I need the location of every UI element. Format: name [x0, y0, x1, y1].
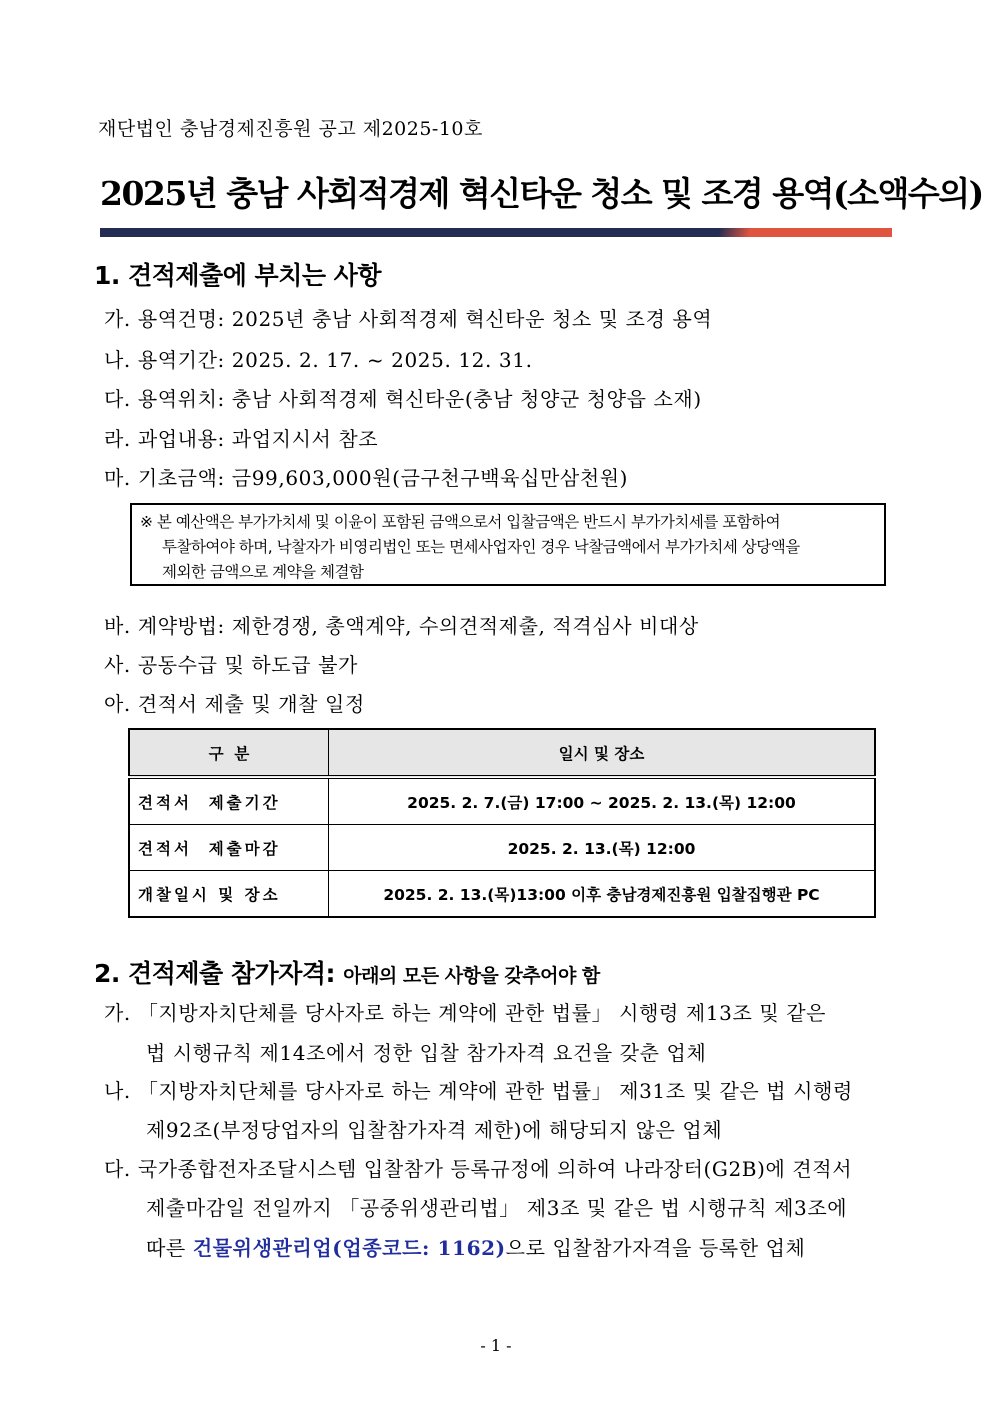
table-header: 구 분	[129, 729, 329, 777]
section-2-subtitle: 아래의 모든 사항을 갖추어야 함	[343, 965, 600, 987]
qualification-item: 다. 국가종합전자조달시스템 입찰참가 등록규정에 의하여 나라장터(G2B)에 견적서	[104, 1157, 853, 1181]
item-contract-method: 바. 계약방법: 제한경쟁, 총액계약, 수의견적제출, 적격심사 비대상	[104, 614, 699, 638]
item-base-amount: 마. 기초금액: 금99,603,000원(금구천구백육십만삼천원)	[104, 466, 629, 490]
table-cell-value: 2025. 2. 13.(목) 12:00	[329, 825, 876, 871]
table-row	[129, 871, 875, 918]
section-2-title: 2. 견적제출 참가자격:	[94, 959, 335, 988]
page-number: - 1 -	[480, 1336, 512, 1355]
item-service-location: 다. 용역위치: 충남 사회적경제 혁신타운(충남 청양군 청양읍 소재)	[104, 387, 702, 411]
note-line: 투찰하여야 하며, 낙찰자가 비영리법인 또는 면세사업자인 경우 낙찰금액에서 부가가치세 상당액을	[162, 538, 800, 556]
item-schedule: 아. 견적서 제출 및 개찰 일정	[104, 692, 365, 716]
item-task-content: 라. 과업내용: 과업지시서 참조	[104, 427, 379, 451]
table-header: 일시 및 장소	[329, 729, 876, 777]
qualification-item: 나. 「지방자치단체를 당사자로 하는 계약에 관한 법률」 제31조 및 같은 법 시행령	[104, 1079, 853, 1103]
document-title: 2025년 충남 사회적경제 혁신타운 청소 및 조경 용역(소액수의)	[100, 174, 983, 213]
title-underline-bar	[100, 228, 892, 237]
item-service-period: 나. 용역기간: 2025. 2. 17. ~ 2025. 12. 31.	[104, 348, 533, 372]
section-2-heading	[94, 954, 600, 990]
business-code-highlight: 건물위생관리업(업종코드: 1162)	[192, 1236, 506, 1260]
note-line: 제외한 금액으로 계약을 체결함	[162, 563, 364, 581]
table-cell-label: 개찰일시 및 장소	[129, 871, 329, 918]
table-cell-label: 견적서 제출마감	[129, 825, 329, 871]
table-row	[129, 825, 875, 871]
qualification-item-cont: 제92조(부정당업자의 입찰참가자격 제한)에 해당되지 않은 업체	[146, 1118, 723, 1142]
schedule-table	[128, 728, 876, 918]
vat-note-box	[130, 503, 886, 586]
last-line-post: 으로 입찰참가자격을 등록한 업체	[505, 1236, 806, 1260]
table-header-row	[129, 729, 875, 777]
item-joint-contract: 사. 공동수급 및 하도급 불가	[104, 653, 358, 677]
table-cell-value: 2025. 2. 13.(목)13:00 이후 충남경제진흥원 입찰집행관 PC	[329, 871, 876, 918]
qualification-item-cont: 법 시행규칙 제14조에서 정한 입찰 참가자격 요건을 갖춘 업체	[146, 1041, 707, 1065]
notice-number: 재단법인 충남경제진흥원 공고 제2025-10호	[98, 118, 483, 140]
table-row	[129, 777, 875, 825]
last-line-pre: 따른	[146, 1236, 193, 1260]
qualification-item-cont	[146, 1232, 805, 1261]
table-cell-value: 2025. 2. 7.(금) 17:00 ~ 2025. 2. 13.(목) 12:00	[329, 777, 876, 825]
table-cell-label: 견적서 제출기간	[129, 777, 329, 825]
note-line: ※ 본 예산액은 부가가치세 및 이윤이 포함된 금액으로서 입찰금액은 반드시 부가가치세를 포함하여	[140, 513, 781, 531]
item-service-name: 가. 용역건명: 2025년 충남 사회적경제 혁신타운 청소 및 조경 용역	[104, 307, 713, 331]
qualification-item: 가. 「지방자치단체를 당사자로 하는 계약에 관한 법률」 시행령 제13조 및 같은	[104, 1001, 827, 1025]
section-1-heading: 1. 견적제출에 부치는 사항	[94, 261, 382, 290]
qualification-item-cont: 제출마감일 전일까지 「공중위생관리법」 제3조 및 같은 법 시행규칙 제3조에	[146, 1196, 848, 1220]
